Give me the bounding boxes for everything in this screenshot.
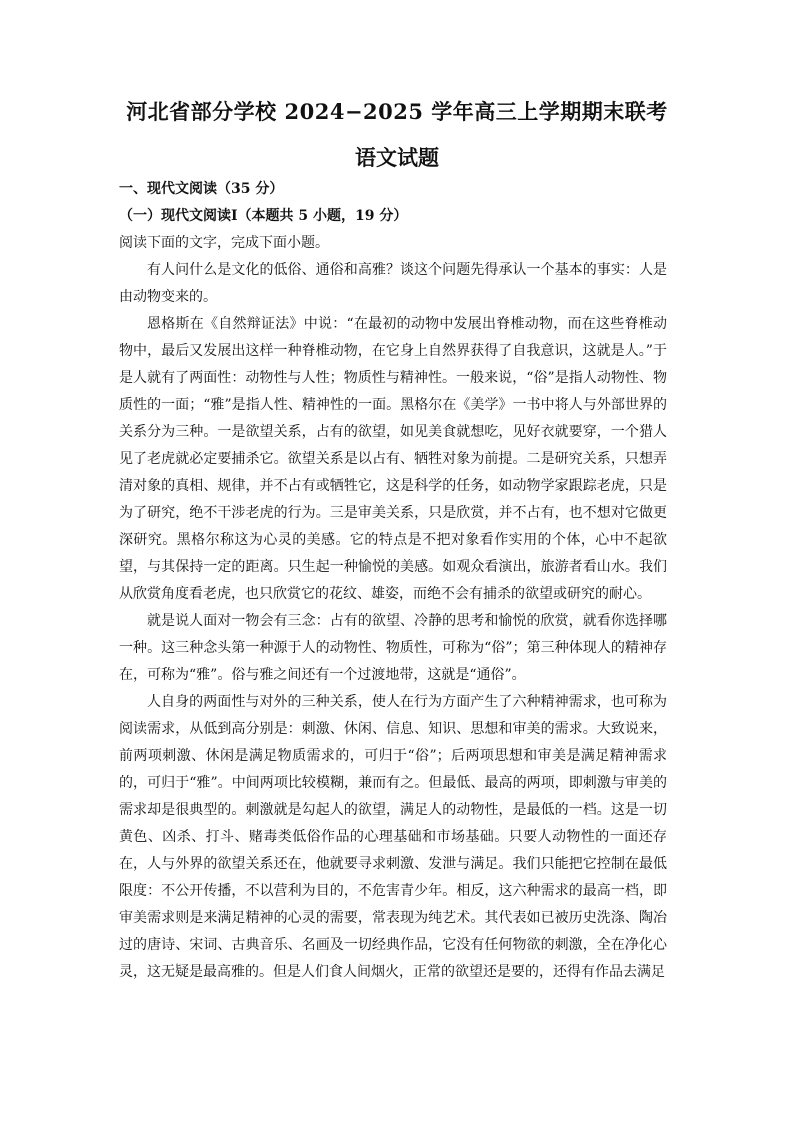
paragraph-4: 人自身的两面性与对外的三种关系，使人在行为方面产生了六种精神需求，也可称为阅读需求，从低到高分别是：刺激、休闲、信息、知识、思想和审美的需求。大致说来，前两项刺激、休闲是满足物质需求的，可归于“俗”；后两项思想和审美是满足精神需求的，可归于“雅”。中间两项比较模糊，兼而有之。但最低、最高的两项，即刺激与审美的需求却是很典型的。刺激就是勾起人的欲望，满足人的动物性，是最低的一档。这是一切黄色、凶杀、打斗、赌毒类低俗作品的心理基础和市场基础。只要人动物性的一面还存在，人与外界的欲望关系还在，他就要寻求刺激、发泄与满足。我们只能把它控制在最低限度：不公开传播，不以营利为目的，不危害青少年。相反，这六种需求的最高一档，即审美需求则是来满足精神的心灵的需要，常表现为纯艺术。其代表如已被历史洗涤、陶冶过的唐诗、宋词、古典音乐、名画及一切经典作品，它没有任何物欲的刺激，全在净化心灵，这无疑是最高雅的。但是人们食人间烟火，正常的欲望还是要的，还得有作品去满足 [119,694,667,980]
paragraph-2: 恩格斯在《自然辩证法》中说：“在最初的动物中发展出脊椎动物，而在这些脊椎动物中，最后又发展出这样一种脊椎动物，在它身上自然界获得了自我意识，这就是人。”于是人就有了两面性：动物性与人性；物质性与精神性。一般来说，“俗”是指人动物性、物质性的一面；“雅”是指人性、精神性的一面。黑格尔在《美学》一书中将人与外部世界的关系分为三种。一是欲望关系，占有的欲望，如见美食就想吃，见好衣就要穿，一个猎人见了老虎就必定要捕杀它。欲望关系是以占有、牺牲对象为前提。二是研究关系，只想弄清对象的真相、规律，并不占有或牺牲它，这是科学的任务，如动物学家跟踪老虎，只是为了研究，绝不干涉老虎的行为。三是审美关系，只是欣赏，并不占有，也不想对它做更深研究。黑格尔称这为心灵的美感。它的特点是不把对象看作实用的个体，心中不起欲望，与其保持一定的距离。只生起一种愉悦的美感。如观众看演出，旅游者看山水。我们从欣赏角度看老虎，也只欣赏它的花纹、雄姿，而绝不会有捕杀的欲望或研究的耐心。 [119,316,667,602]
document-title: 河北省部分学校 2024−2025 学年高三上学期期末联考 [126,99,668,124]
instruction-text: 阅读下面的文字，完成下面小题。 [119,235,329,251]
paragraph-1: 有人问什么是文化的低俗、通俗和高雅？谈这个问题先得承认一个基本的事实：人是由动物变来的。 [119,262,667,305]
document-body [119,176,667,986]
document-subtitle: 语文试题 [355,145,439,170]
section-heading: 一、现代文阅读（35 分） [119,181,284,197]
paragraph-3: 就是说人面对一物会有三念：占有的欲望、冷静的思考和愉悦的欣赏，就看你选择哪一种。这三种念头第一种源于人的动物性、物质性，可称为“俗”；第三种体现人的精神存在，可称为“雅”。俗与雅之间还有一个过渡地带，这就是“通俗”。 [119,613,667,683]
subsection-heading: （一）现代文阅读Ⅰ（本题共 5 小题，19 分） [119,208,408,224]
